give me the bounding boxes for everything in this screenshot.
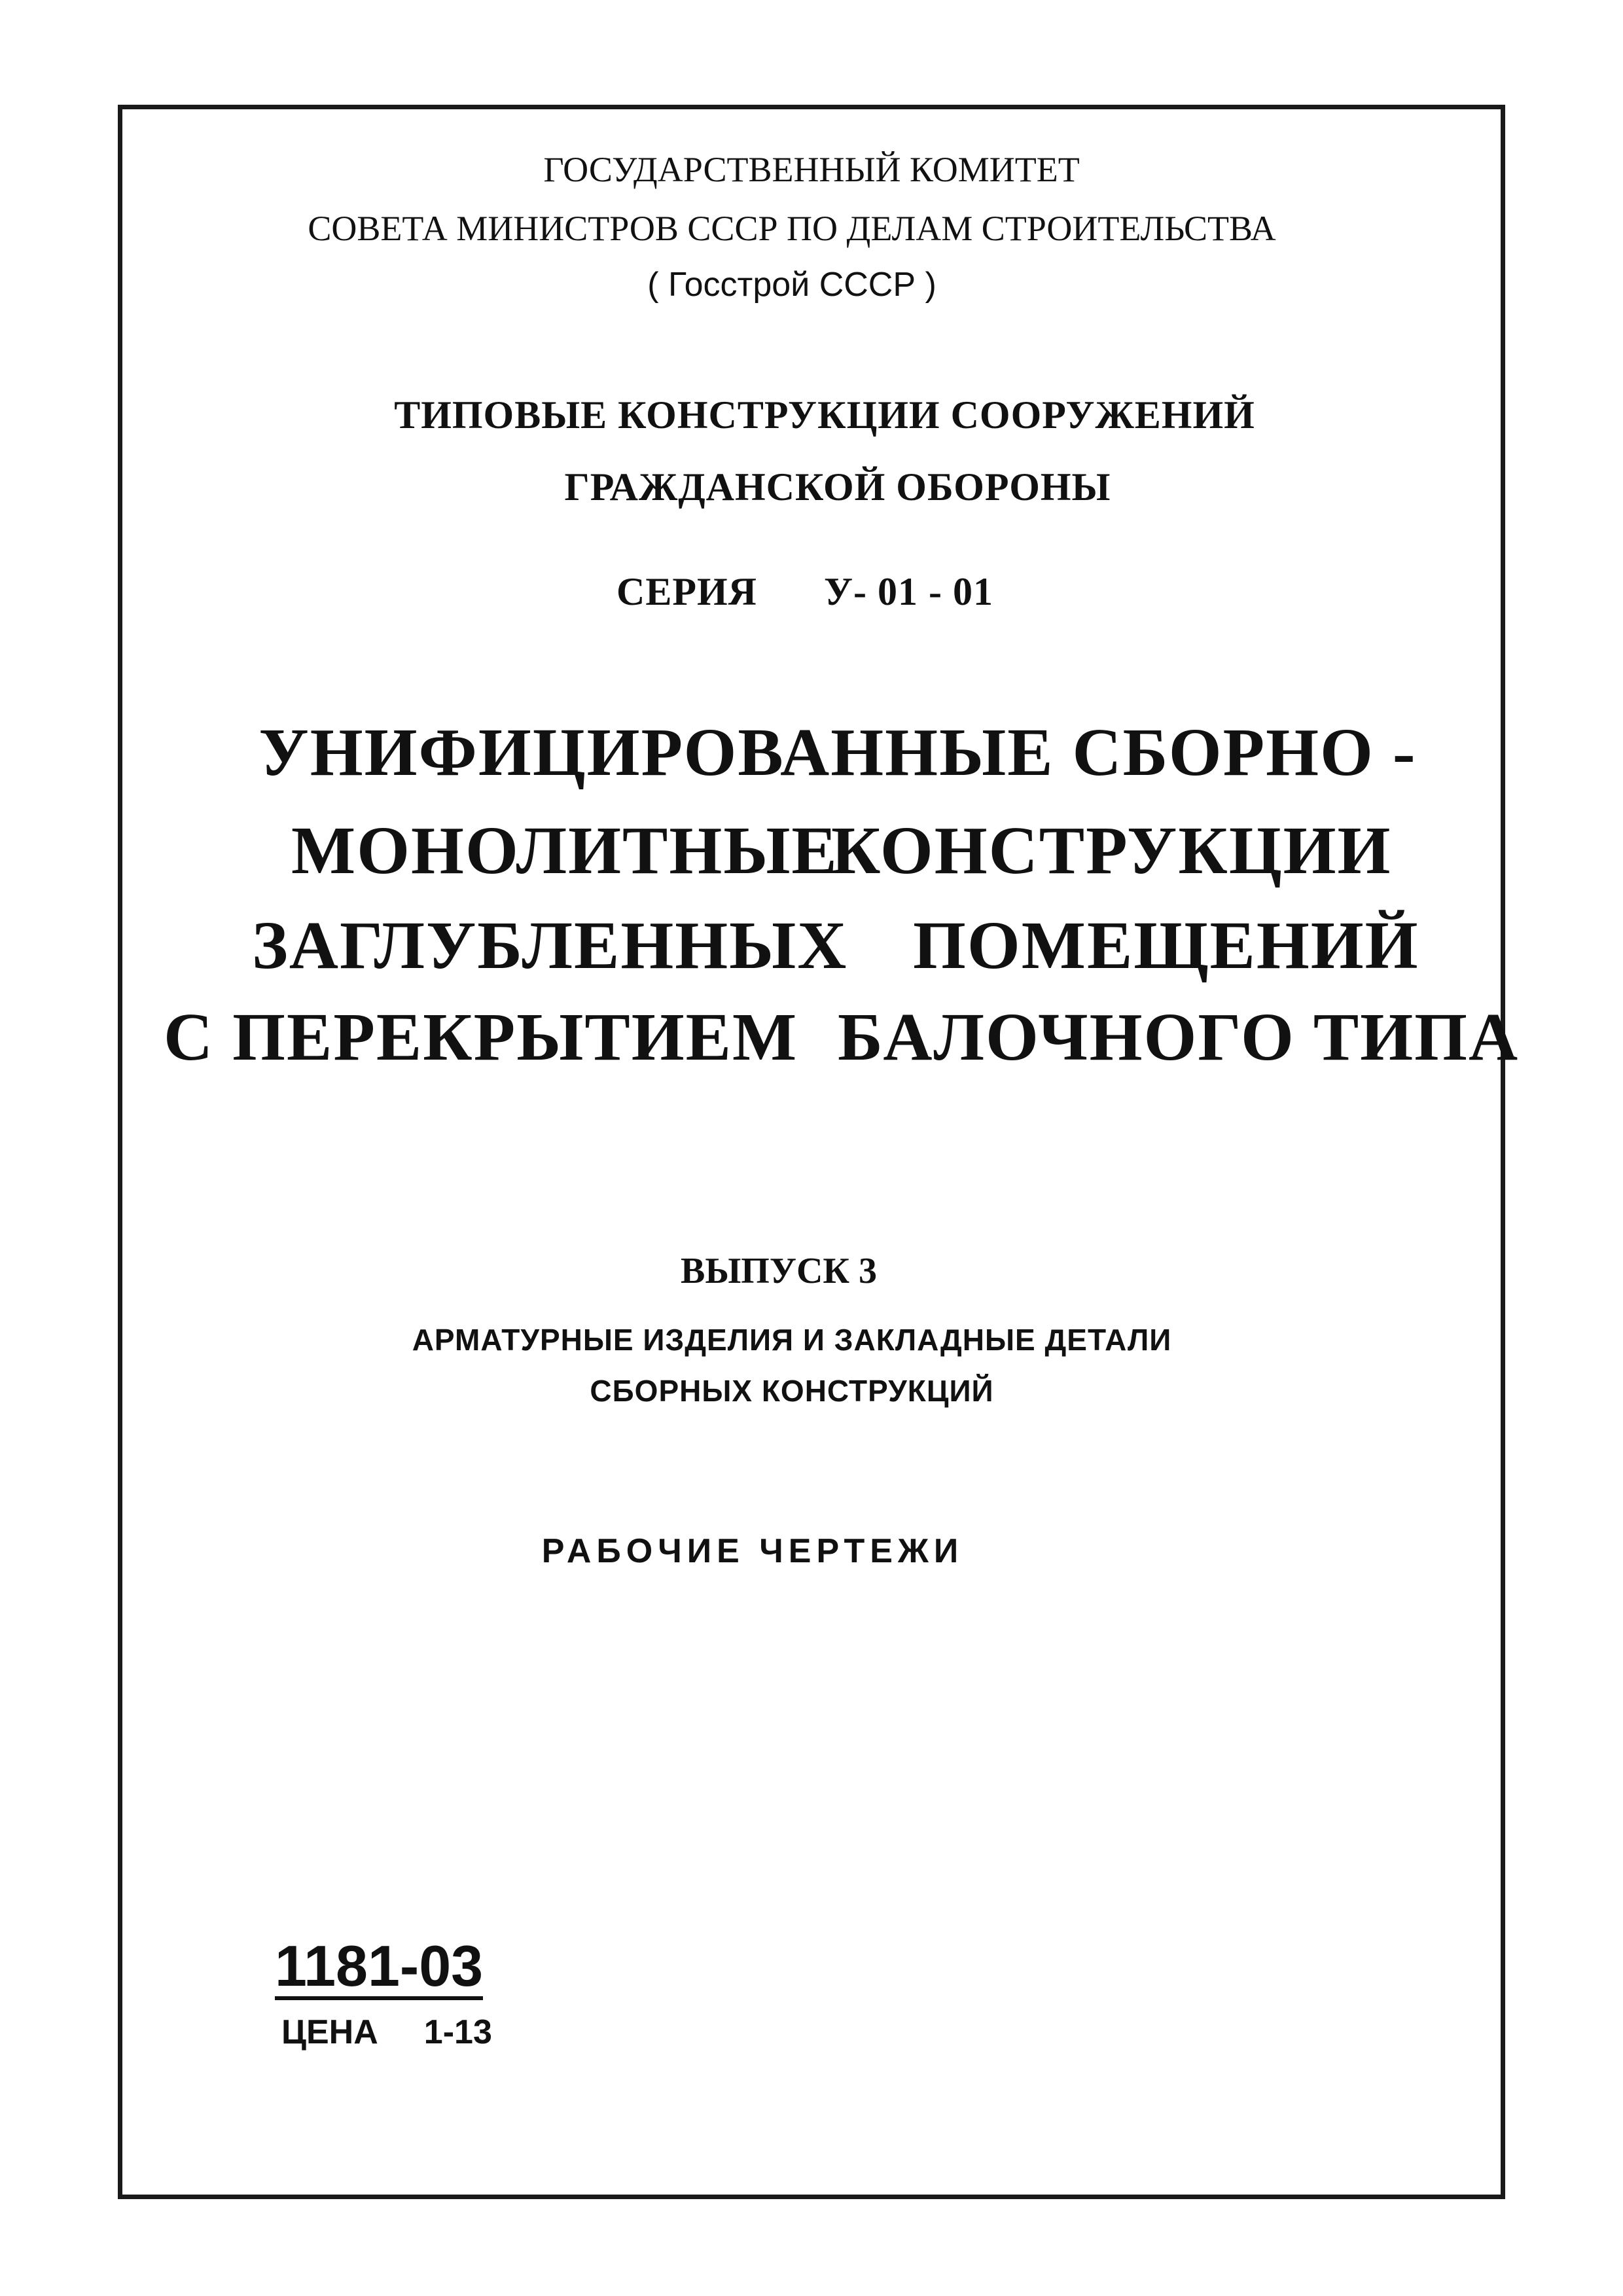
main-title-line-2a: МОНОЛИТНЫЕ bbox=[291, 813, 838, 888]
document-code: 1181-03 bbox=[275, 1937, 483, 2000]
series-code: У- 01 - 01 bbox=[824, 570, 993, 613]
org-line-2: СОВЕТА МИНИСТРОВ СССР ПО ДЕЛАМ СТРОИТЕЛЬСТВА bbox=[308, 209, 1276, 248]
issue-description-line-2: СБОРНЫХ КОНСТРУКЦИЙ bbox=[590, 1374, 994, 1408]
main-title-line-1: УНИФИЦИРОВАННЫЕ СБОРНО - bbox=[259, 715, 1417, 790]
price-label: ЦЕНА bbox=[281, 2013, 378, 2051]
series-heading-line-1: ТИПОВЫЕ КОНСТРУКЦИИ СООРУЖЕНИЙ bbox=[394, 393, 1255, 437]
main-title-line-2b: КОНСТРУКЦИИ bbox=[831, 813, 1392, 888]
issue-label: ВЫПУСК 3 bbox=[680, 1251, 878, 1291]
main-title-line-4a: С ПЕРЕКРЫТИЕМ bbox=[164, 999, 798, 1075]
main-title-line-4b: БАЛОЧНОГО ТИПА bbox=[838, 999, 1520, 1075]
series-heading-line-2: ГРАЖДАНСКОЙ ОБОРОНЫ bbox=[564, 465, 1111, 509]
issue-description-line-1: АРМАТУРНЫЕ ИЗДЕЛИЯ И ЗАКЛАДНЫЕ ДЕТАЛИ bbox=[412, 1323, 1172, 1357]
series-code-line bbox=[0, 569, 1616, 615]
price-value: 1-13 bbox=[423, 2013, 492, 2051]
price-line bbox=[281, 2013, 492, 2052]
main-title-line-3a: ЗАГЛУБЛЕННЫХ bbox=[252, 908, 848, 983]
org-line-3: ( Госстрой СССР ) bbox=[647, 266, 936, 304]
document-type: РАБОЧИЕ ЧЕРТЕЖИ bbox=[541, 1532, 964, 1570]
main-title-line-3b: ПОМЕЩЕНИЙ bbox=[913, 908, 1419, 983]
series-label: СЕРИЯ bbox=[616, 570, 757, 613]
org-line-1: ГОСУДАРСТВЕННЫЙ КОМИТЕТ bbox=[543, 150, 1080, 189]
